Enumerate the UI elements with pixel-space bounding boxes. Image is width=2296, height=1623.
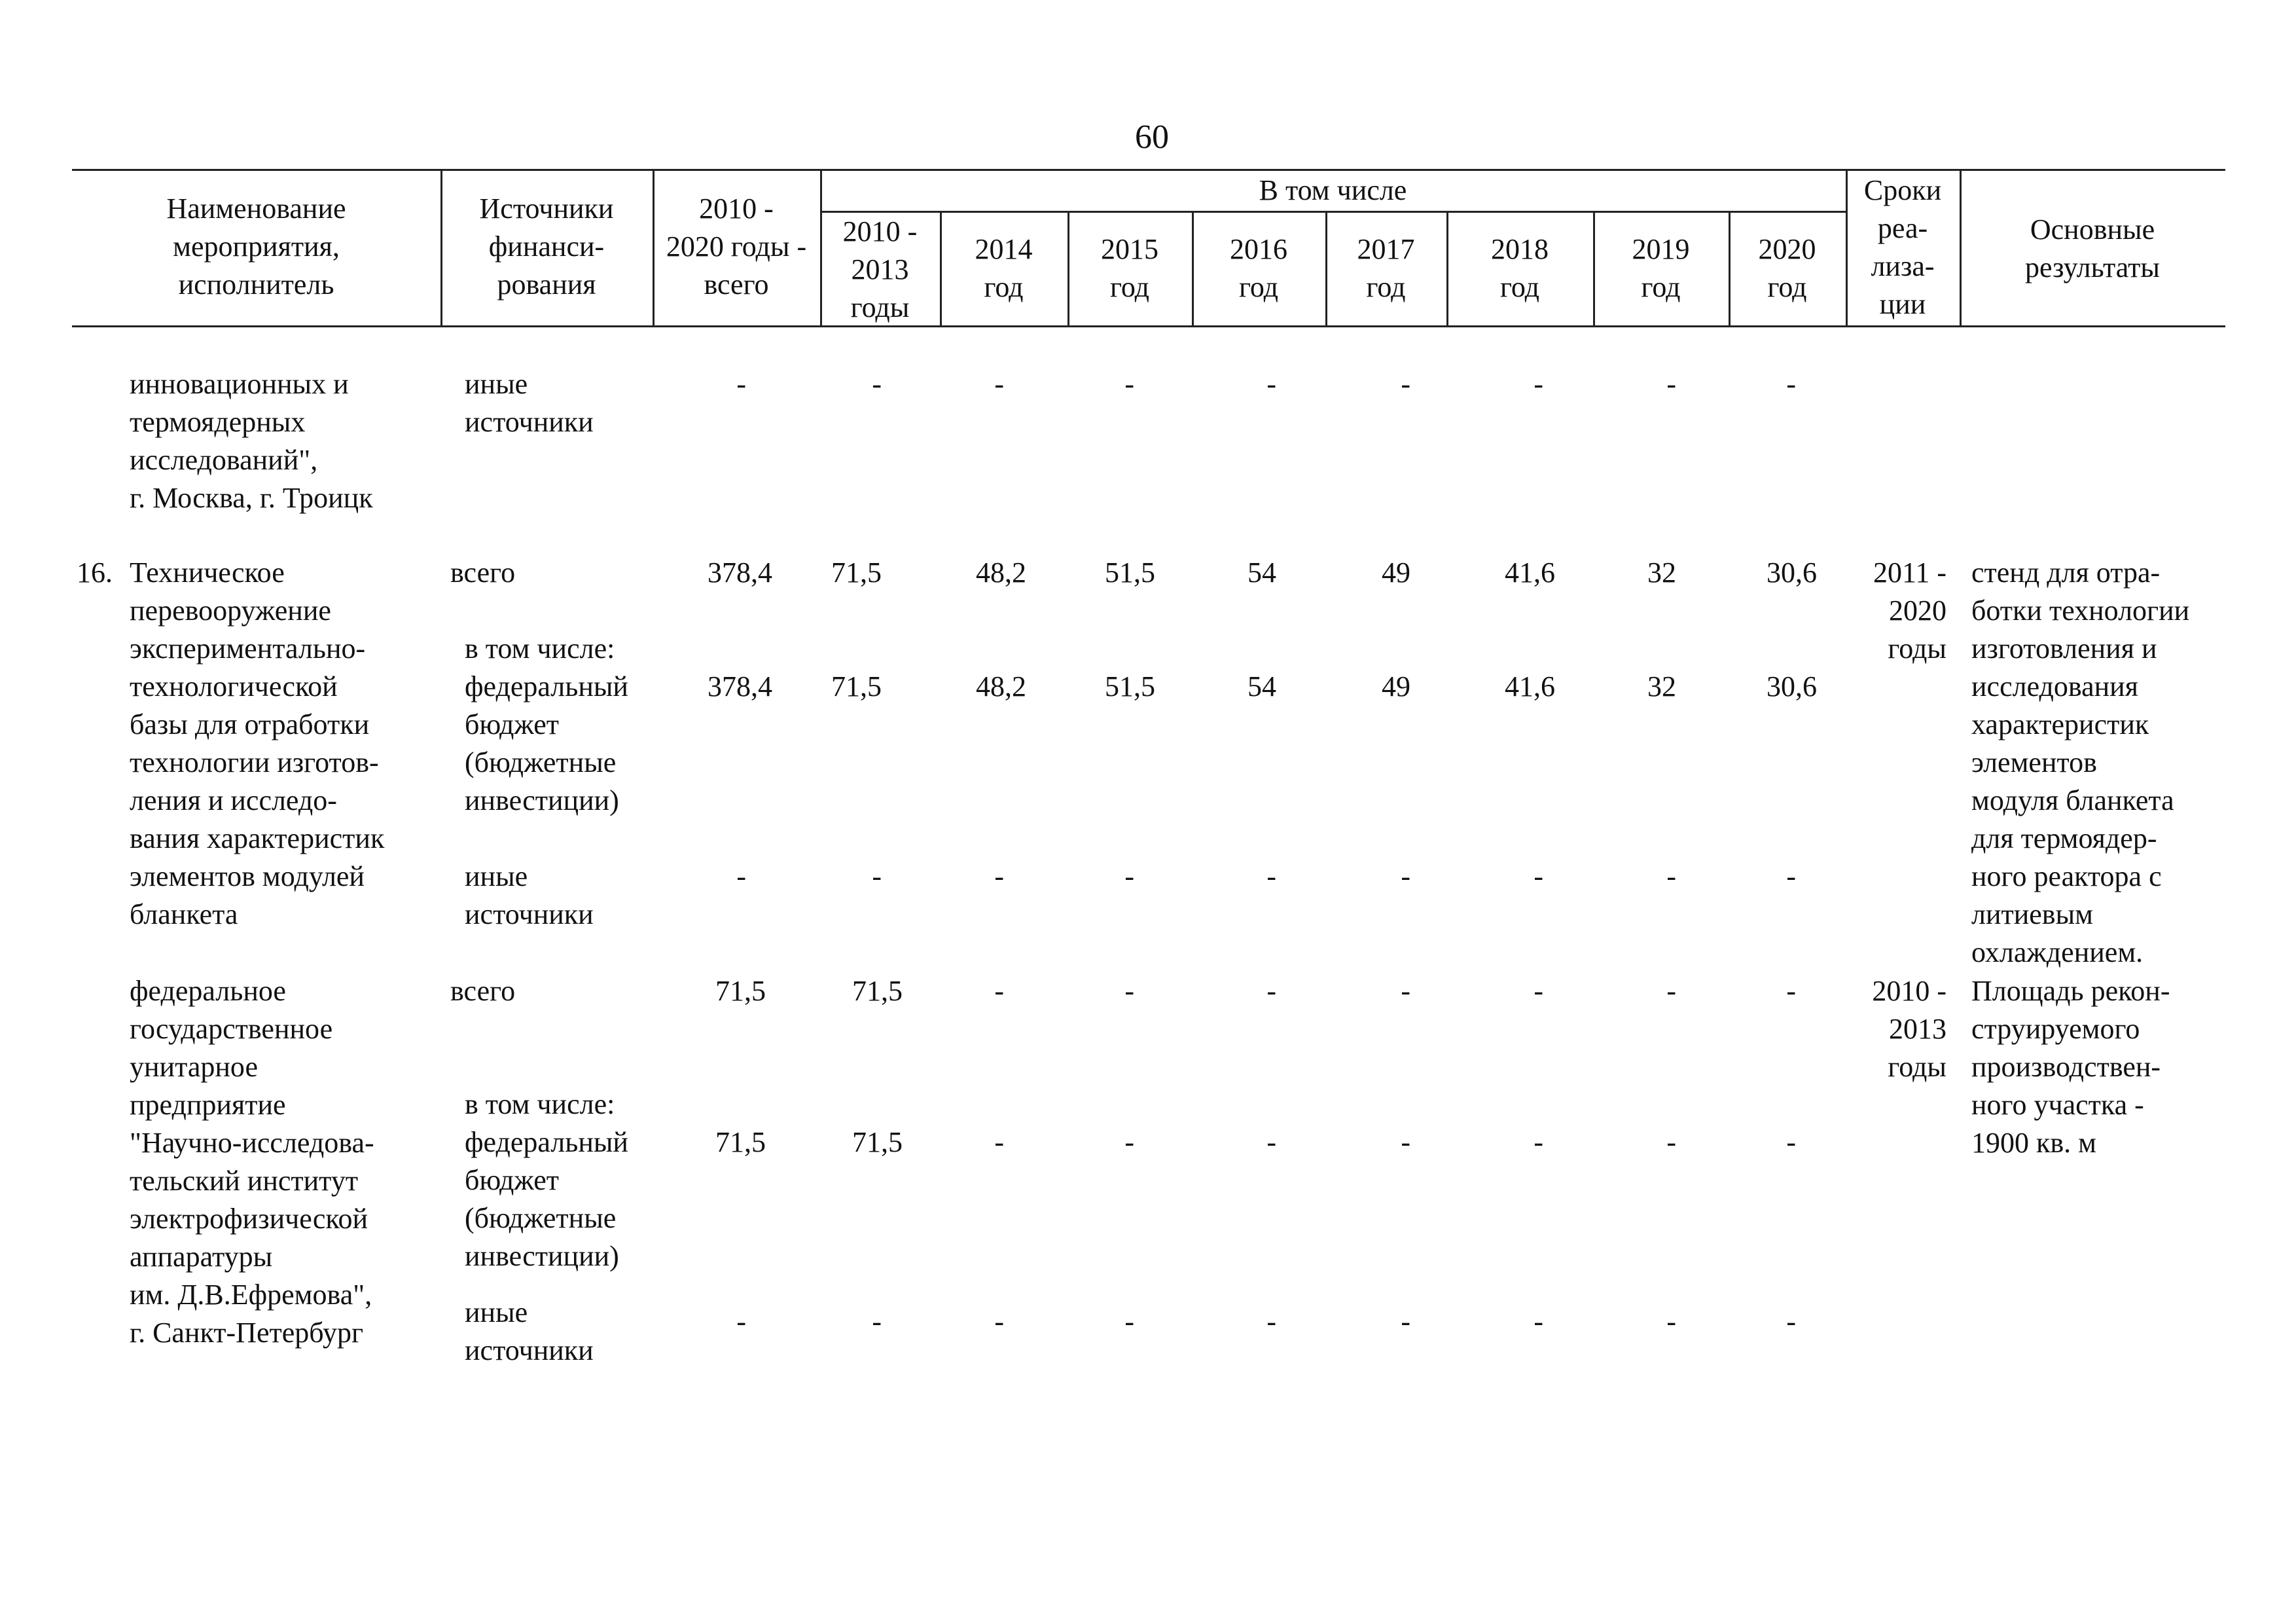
header-2017: 2017 год bbox=[1357, 233, 1415, 303]
cont-name: инновационных и термоядерных исследований", г. Москва, г. Троицк bbox=[130, 368, 373, 514]
header-terms: Сроки реа- лиза- ции bbox=[1863, 174, 1942, 320]
fgup-other-value: - bbox=[872, 1305, 882, 1338]
b16-federal-value: 32 bbox=[1647, 670, 1676, 702]
fgup-other-value: - bbox=[1401, 1305, 1410, 1338]
fgup-federal-value: - bbox=[1786, 1126, 1796, 1158]
b16-federal-value: 41,6 bbox=[1505, 670, 1555, 702]
b16-other-value: - bbox=[1786, 860, 1796, 892]
fgup-terms: 2010 - 2013 годы bbox=[1872, 975, 1946, 1083]
fgup-total-value: - bbox=[1401, 975, 1410, 1007]
cont-value: - bbox=[1534, 368, 1543, 400]
header-2019: 2019 год bbox=[1632, 233, 1690, 303]
b16-other-value: - bbox=[872, 860, 882, 892]
b16-other-value: - bbox=[1401, 860, 1410, 892]
header-2020: 2020 год bbox=[1758, 233, 1816, 303]
b16-source-other: иные источники bbox=[465, 860, 594, 930]
fgup-other-value: - bbox=[1786, 1305, 1796, 1338]
cont-value: - bbox=[1786, 368, 1796, 400]
subheader-rule bbox=[820, 211, 1846, 213]
fgup-other-value: - bbox=[1266, 1305, 1276, 1338]
fgup-other-value: - bbox=[1666, 1305, 1676, 1338]
fgup-total-value: 71,5 bbox=[852, 975, 903, 1007]
b16-source-total: всего bbox=[450, 556, 516, 589]
cont-value: - bbox=[1401, 368, 1410, 400]
header-2010-2013: 2010 - 2013 годы bbox=[842, 215, 918, 323]
cont-source: иные источники bbox=[465, 368, 594, 438]
cont-value: - bbox=[1266, 368, 1276, 400]
b16-federal-value: 49 bbox=[1382, 670, 1410, 702]
fgup-other-value: - bbox=[736, 1305, 746, 1338]
b16-federal-value: 378,4 bbox=[708, 670, 772, 702]
fgup-federal-value: 71,5 bbox=[715, 1126, 766, 1158]
header-2018: 2018 год bbox=[1491, 233, 1549, 303]
cont-value: - bbox=[1124, 368, 1134, 400]
cont-value: - bbox=[872, 368, 882, 400]
b16-federal-value: 51,5 bbox=[1105, 670, 1155, 702]
fgup-source-total: всего bbox=[450, 975, 516, 1007]
b16-source-federal: федеральный бюджет (бюджетные инвестиции) bbox=[465, 670, 628, 816]
header-total: 2010 - 2020 годы - всего bbox=[666, 192, 807, 301]
header-including: В том числе bbox=[1259, 174, 1407, 206]
fgup-source-other: иные источники bbox=[465, 1296, 594, 1366]
fgup-name: федеральное государственное унитарное предприятие "Научно-исследова- тельский институт электрофизической аппаратуры им. Д.В.Ефремова", г. Санкт-Петербург bbox=[130, 975, 374, 1349]
table-top-rule bbox=[72, 169, 2225, 171]
fgup-total-value: - bbox=[1666, 975, 1676, 1007]
fgup-federal-value: - bbox=[1124, 1126, 1134, 1158]
b16-number: 16. bbox=[77, 556, 113, 589]
fgup-federal-value: - bbox=[1666, 1126, 1676, 1158]
fgup-federal-value: - bbox=[1401, 1126, 1410, 1158]
b16-source-including: в том числе: bbox=[465, 632, 615, 665]
b16-federal-value: 54 bbox=[1247, 670, 1276, 702]
b16-terms: 2011 - 2020 годы bbox=[1873, 556, 1946, 665]
b16-other-value: - bbox=[1266, 860, 1276, 892]
fgup-other-value: - bbox=[1534, 1305, 1543, 1338]
fgup-total-value: 71,5 bbox=[715, 975, 766, 1007]
b16-total-value: 48,2 bbox=[976, 556, 1026, 589]
fgup-other-value: - bbox=[1124, 1305, 1134, 1338]
b16-other-value: - bbox=[994, 860, 1004, 892]
b16-federal-value: 48,2 bbox=[976, 670, 1026, 702]
fgup-federal-value: - bbox=[1266, 1126, 1276, 1158]
b16-total-value: 71,5 bbox=[831, 556, 882, 589]
fgup-source-federal: федеральный бюджет (бюджетные инвестиции) bbox=[465, 1126, 628, 1272]
b16-total-value: 51,5 bbox=[1105, 556, 1155, 589]
header-name: Наименование мероприятия, исполнитель bbox=[166, 192, 346, 301]
b16-total-value: 41,6 bbox=[1505, 556, 1555, 589]
header-2016: 2016 год bbox=[1230, 233, 1287, 303]
page-number: 60 bbox=[1135, 119, 1169, 156]
b16-results: стенд для отра- ботки технологии изготовления и исследования характеристик элементов модуля бланкета для термоядер- ного реактора с литиевым охлаждением. bbox=[1971, 556, 2190, 968]
header-bottom-rule bbox=[72, 325, 2225, 327]
header-2015: 2015 год bbox=[1101, 233, 1158, 303]
b16-other-value: - bbox=[1124, 860, 1134, 892]
fgup-total-value: - bbox=[1266, 975, 1276, 1007]
b16-other-value: - bbox=[1534, 860, 1543, 892]
fgup-source-including: в том числе: bbox=[465, 1088, 615, 1120]
fgup-federal-value: - bbox=[1534, 1126, 1543, 1158]
header-2014: 2014 год bbox=[975, 233, 1033, 303]
cont-value: - bbox=[994, 368, 1004, 400]
cont-value: - bbox=[736, 368, 746, 400]
header-results: Основные результаты bbox=[2025, 213, 2160, 283]
b16-other-value: - bbox=[1666, 860, 1676, 892]
fgup-total-value: - bbox=[1786, 975, 1796, 1007]
b16-federal-value: 71,5 bbox=[831, 670, 882, 702]
cont-value: - bbox=[1666, 368, 1676, 400]
b16-total-value: 32 bbox=[1647, 556, 1676, 589]
b16-total-value: 54 bbox=[1247, 556, 1276, 589]
b16-total-value: 30,6 bbox=[1767, 556, 1817, 589]
fgup-results: Площадь рекон- струируемого производствен- ного участка - 1900 кв. м bbox=[1971, 975, 2170, 1159]
b16-total-value: 49 bbox=[1382, 556, 1410, 589]
fgup-federal-value: 71,5 bbox=[852, 1126, 903, 1158]
fgup-total-value: - bbox=[994, 975, 1004, 1007]
b16-name: Техническое перевооружение экспериментально- технологической базы для отработки технологии изготов- ления и исследо- вания характеристик элементов модулей бланкета bbox=[130, 556, 385, 930]
b16-total-value: 378,4 bbox=[708, 556, 772, 589]
b16-other-value: - bbox=[736, 860, 746, 892]
fgup-federal-value: - bbox=[994, 1126, 1004, 1158]
fgup-other-value: - bbox=[994, 1305, 1004, 1338]
fgup-total-value: - bbox=[1124, 975, 1134, 1007]
fgup-total-value: - bbox=[1534, 975, 1543, 1007]
b16-federal-value: 30,6 bbox=[1767, 670, 1817, 702]
header-sources: Источники финанси- рования bbox=[479, 192, 614, 301]
